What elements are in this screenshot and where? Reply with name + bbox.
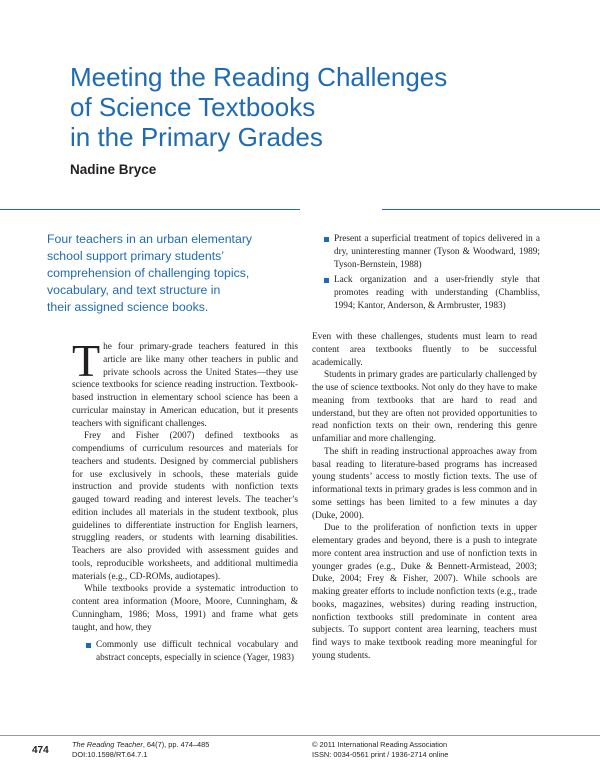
- list-item: [322, 274, 540, 312]
- divider-right: [382, 209, 600, 210]
- title-line: of Science Textbooks: [70, 92, 316, 122]
- abstract-line: their assigned science books.: [47, 300, 209, 314]
- paragraph: Even with these challenges, students must learn to read content area textbooks fluently to be successful academically.: [312, 332, 537, 368]
- bullet-list-left: [84, 639, 298, 665]
- square-bullet-icon: [324, 237, 329, 242]
- footer-copyright: [312, 740, 448, 760]
- paragraph: The shift in reading instructional approaches away from basal reading to literature-based programs has increased young students’ access to mostly fiction texts. The use of informational texts in primary grades is less common and in some settings has been limited to a few minutes a day (Duke, 2000).: [312, 446, 537, 521]
- paragraph: Due to the proliferation of nonfiction texts in upper elementary grades and beyond, there is a push to integrate more content area instruction and use of nonfiction texts in younger grades (e.g., Duke & Bennett-Armistead, 2003; Duke, 2004; Frey & Fisher, 2007). While schools are making greater efforts to include nonfiction texts (e.g., trade books, magazines, websites) during reading instruction, nonfiction textbooks still predominate in content area subjects. To support content area learning, teachers must find ways to make textbook reading more meaningful for young students.: [312, 523, 537, 661]
- paragraph: Students in primary grades are particularly challenged by the use of science textbooks. Not only do they have to make meaning from textbooks that are hard to read and understand, but they are often not provided opportunities to read nonfiction texts on their own, rendering this genre unfamiliar and more challenging.: [312, 370, 537, 444]
- title-line: Meeting the Reading Challenges: [70, 62, 448, 92]
- drop-cap: T: [72, 335, 101, 386]
- divider-left: [0, 209, 300, 210]
- abstract-line: vocabulary, and text structure in: [47, 283, 221, 297]
- bullet-list-right: [322, 233, 540, 316]
- bullet-text: Present a superficial treatment of topics delivered in a dry, uninteresting manner (Tyson & Woodward, 1989; Tyson-Bernstein, 1988): [334, 234, 540, 270]
- title-line: in the Primary Grades: [70, 122, 323, 152]
- page-number: 474: [32, 745, 49, 756]
- abstract-line: comprehension of challenging topics,: [47, 266, 250, 280]
- body-column-left: [72, 335, 298, 665]
- copyright-notice: © 2011 International Reading Association: [312, 740, 448, 749]
- doi: DOI:10.1598/RT.64.7.1: [72, 750, 148, 759]
- article-title: [70, 62, 540, 152]
- bullet-text: Commonly use difficult technical vocabulary and abstract concepts, especially in science (Yager, 1983): [96, 640, 298, 663]
- bullet-text: Lack organization and a user-friendly style that promotes reading with understanding (Chambliss, 1994; Kantor, Anderson, & Armbruster, 1983): [334, 275, 540, 311]
- citation-details: , 64(7), pp. 474–485: [142, 740, 210, 749]
- paragraph: While textbooks provide a systematic introduction to content area information (Moore, Moore, Cunningham, & Cunningham, 1986; Moss, 1991) and frame what gets taught, and how, they: [72, 584, 298, 633]
- list-item: [322, 233, 540, 271]
- footer-citation: [72, 740, 209, 760]
- footer-divider: [0, 735, 600, 736]
- square-bullet-icon: [86, 643, 91, 648]
- list-item: [84, 639, 298, 665]
- square-bullet-icon: [324, 278, 329, 283]
- paragraph: [72, 335, 298, 430]
- body-column-right: [312, 331, 537, 663]
- abstract-line: Four teachers in an urban elementary: [47, 232, 253, 246]
- issn: ISSN: 0034-0561 print / 1936-2714 online: [312, 750, 449, 759]
- author-name: Nadine Bryce: [70, 162, 157, 177]
- abstract: [47, 231, 287, 316]
- journal-name: The Reading Teacher: [72, 740, 143, 749]
- paragraph-text: he four primary-grade teachers featured in this article are like many other teachers in public and private schools across the United States—they use science textbooks for science reading instruction. Textbook-based instruction in elementary school science has been a curricular mainstay in American education, but it presents teachers with significant challenges.: [72, 342, 298, 429]
- abstract-line: school support primary students’: [47, 249, 225, 263]
- paragraph: Frey and Fisher (2007) defined textbooks as compendiums of curriculum resources and materials for teachers and students. Designed by commercial publishers for use exclusively in schools, these materials guide instruction and provide students with nonfiction texts gauged toward reading and interest levels. The teacher’s edition includes all materials in the student textbook, plus guidelines to differentiate instruction for English learners, struggling readers, or students with learning disabilities. Teachers are also provided with assessment guides and tools, reproducible worksheets, and additional multimedia materials (e.g., CD-ROMs, audiotapes).: [72, 431, 298, 582]
